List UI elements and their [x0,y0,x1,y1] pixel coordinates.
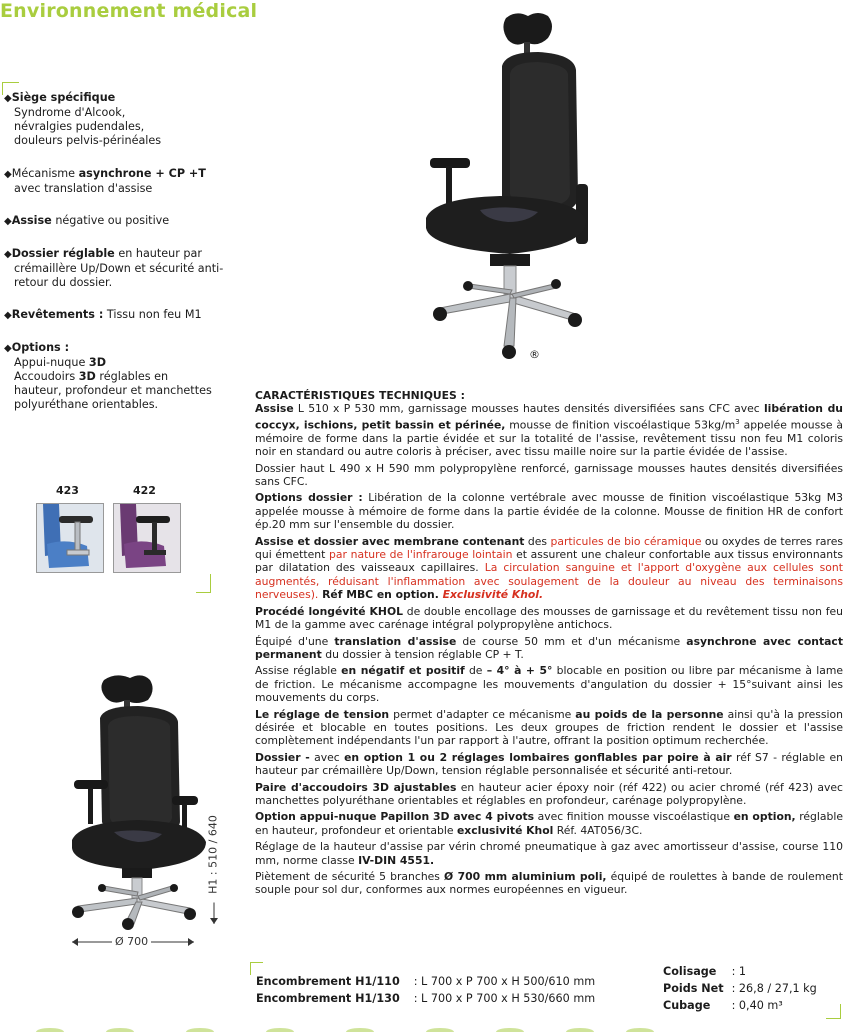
spec-text: Réglage de la hauteur d'assise par vérin chromé pneumatique à gaz avec amortisseur d'assise, course 110 mm, norme classe [255,840,843,867]
spec-tension [255,708,843,748]
spec-text: L 510 x P 530 mm, garnissage mousses hautes densités diversifiées sans CFC avec [293,402,764,416]
feature-rest: Tissu non feu M1 [103,308,202,321]
table-row [256,992,595,1005]
table-row [663,965,817,982]
spec-text: blocable en position ou libre par mécanisme à lame de friction. Le mécanisme accompagne les mouvements d'angulation du dossier + 15°suivant ainsi les mouvements du corps. [255,664,844,705]
feature-bold: 3D [88,356,106,369]
chrome-armrest-icon [37,504,103,572]
spec-dossier: Dossier haut L 490 x H 590 mm polypropylène renforcé, garnissage mousses hautes densités diversifiées sans CFC. [255,461,843,489]
feature-heading: Siège spécifique [11,91,116,104]
accent-corner-bottom-right [826,1004,841,1019]
encombrement-table [256,975,595,1005]
table-row [663,982,817,999]
spec-bold: Assise [255,402,294,416]
spec-bold: Procédé longévité KHOL [255,604,404,618]
spec-text: du dossier à tension réglable CP + T. [321,647,524,661]
spec-appui-nuque [255,810,843,837]
feature-text: réglables en [95,370,169,383]
shipping-value: : 26,8 / 27,1 kg [731,982,817,995]
spec-membrane [255,535,843,602]
feature-rest: négative ou positive [51,214,170,227]
diamond-bullet-icon: ◆ [4,343,12,354]
spec-bold: Option appui-nuque Papillon 3D avec 4 pivots [255,810,535,824]
diamond-bullet-icon: ◆ [4,93,12,104]
chair-photo-bottom [64,672,214,930]
spec-bold: Ø 700 mm aluminium poli, [444,870,607,883]
diamond-bullet-icon: ◆ [4,249,12,260]
spec-bold: en option 1 ou 2 réglages lombaires gonflables par poire à air [344,750,732,764]
technical-specs [255,389,843,900]
spec-bold: Dossier - [255,750,310,764]
spec-bold: exclusivité Khol [456,823,554,837]
feature-line: retour du dossier. [14,276,113,289]
spec-bold: Options dossier : [255,491,363,505]
spec-red: par nature de l'infrarouge lointain [329,548,513,562]
shipping-label-text: Cubage [663,999,711,1012]
spec-bold: Réf MBC en option. [318,588,443,602]
registered-mark: ® [529,348,540,361]
feature-revetements [4,308,254,323]
black-armrest-icon [114,504,180,572]
feature-line: douleurs pelvis-périnéales [14,134,162,147]
encombrement-value: : L 700 x P 700 x H 500/610 mm [413,975,596,988]
feature-line [14,370,254,384]
table-row [663,999,817,1012]
spec-bold: translation d'assise [334,634,457,648]
feature-line: polyuréthane orientables. [14,398,159,411]
spec-bold: IV-DIN 4551. [358,853,435,867]
spec-verin [255,840,843,867]
feature-bold: 3D [78,370,96,383]
encombrement-label [256,992,414,1005]
diamond-bullet-icon: ◆ [4,169,12,180]
feature-line: Syndrome d'Alcook, [14,106,126,119]
spec-text: équipé de roulettes à bande de roulement souple pour sol dur, conformes aux normes européennes en vigueur. [255,870,843,897]
encombrement-value: : L 700 x P 700 x H 530/660 mm [413,992,596,1005]
spec-bold: Assise et dossier avec membrane contenant [255,534,525,548]
feature-line: hauteur, profondeur et manchettes [14,384,212,397]
spec-sup: 3 [735,417,740,426]
armrest-thumbnail-423 [36,503,104,573]
feature-mecanisme [4,167,254,196]
specs-heading: CARACTÉRISTIQUES TECHNIQUES : [255,389,465,402]
spec-text: de course 50 mm et d'un mécanisme [456,634,687,648]
spec-bold: en négatif et positif [341,664,465,678]
spec-text: Réf. 4AT056/3C. [553,823,643,837]
spec-text: avec [309,750,345,764]
diamond-bullet-icon: ◆ [4,310,12,321]
shipping-label [663,965,732,982]
accent-corner-thumbs [196,574,211,593]
spec-bold: Le réglage de tension [255,707,390,721]
spec-translation [255,635,843,662]
feature-heading: Mécanisme [11,167,79,180]
feature-assise [4,214,254,229]
feature-heading: Options : [11,341,70,354]
shipping-value: : 1 [731,965,747,978]
height-dimension-label: H1 : 510 / 640 [207,807,220,903]
spec-longevite [255,605,843,632]
spec-text: en hauteur acier époxy noir (réf 422) ou acier chromé (réf 423) avec manchettes polyuréthane orientables et réglables en profondeur, carénage polypropylène. [255,780,843,807]
diamond-bullet-icon: ◆ [4,216,12,227]
feature-options [4,341,254,412]
spec-assise-reglable [255,664,843,704]
spec-bold: Paire d'accoudoirs 3D ajustables [255,780,457,794]
feature-dossier [4,247,254,290]
feature-heading: Revêtements : [11,308,104,321]
spec-text: avec finition mousse viscoélastique [534,810,734,824]
feature-heading: Assise [11,214,52,227]
encombrement-label-text: Encombrement H1/130 [256,992,400,1005]
shipping-label [663,999,732,1012]
spec-red-italic: Exclusivité Khol. [442,588,544,602]
shipping-value: : 0,40 m³ [731,999,783,1012]
spec-bold: asynchrone avec contact permanent [255,634,843,661]
shipping-label [663,982,732,999]
spec-bold: en option, [733,810,796,824]
accent-corner-bottom [250,962,263,975]
shipping-label-text: Poids Net [663,982,724,995]
spec-text: ainsi qu'à la pression désirée et blocable en toutes positions. Les deux groupes de friction rendent le dossier et l'assise complètement indépendants l'un par rapport à l'autre, offrant la position optimum recherchée. [255,707,843,748]
encombrement-label [256,975,414,992]
feature-line: avec translation d'assise [14,182,153,195]
thumb-label-423: 423 [56,484,79,497]
spec-text: appelée mousse à mémoire de forme dans la partie évidée et sur la totalité de l'assise, revêtement tissu non feu M1 coloris noir en standard ou autre coloris à préciser, avec tissu maille noire sur la partie évidée de l'assise. [255,418,843,459]
spec-text: et assurent une chaleur confortable aux tissus environnants par dilatation des vaisseaux capillaires. [255,548,843,575]
spec-assise [255,402,843,458]
spec-text: mousse de finition viscoélastique 53kg/m [505,418,736,432]
feature-rest: en hauteur par [114,247,202,260]
feature-line: névralgies pudendales, [14,120,145,133]
feature-line: crémaillère Up/Down et sécurité anti- [14,262,224,275]
spec-text: réf S7 - réglable en hauteur par crémaillère Up/Down, tension réglable personnalisée et sécurité anti-retour. [255,750,844,778]
encombrement-label-text: Encombrement H1/110 [256,975,400,988]
spec-bold: libération du coccyx, ischions, petit bassin et périnée, [255,402,843,432]
table-row [256,975,595,992]
spec-text: Libération de la colonne vertébrale avec mousse de finition viscoélastique 53kg M3 appelée mousse à mémoire de forme dans la partie évidée de la colonne. Mousse de finition HR de confort ép.20 mm sur l'ensemble du dossier. [255,491,843,532]
width-dimension-label: Ø 700 [112,935,151,948]
spec-pietement [255,870,843,897]
spec-text: réglable en hauteur, profondeur et orientable [255,810,843,837]
spec-dossier-lombaire [255,751,843,778]
feature-text: Accoudoirs [14,370,79,383]
spec-red: La circulation sanguine et l'apport d'oxygène aux cellules sont augmentés, réduisant l'inflammation avec soulagement de la douleur au niveau des terminaisons nerveuses). [255,561,843,602]
spec-bold: – 4° à + 5° [486,664,553,678]
feature-siege [4,91,254,148]
spec-text: des [524,534,551,548]
spec-options-dossier [255,491,843,531]
spec-text: Équipé d'une [255,634,335,648]
shipping-label-text: Colisage [663,965,717,978]
feature-bold: asynchrone + CP +T [78,167,206,180]
decorative-dots [0,1024,866,1032]
spec-text: ou oxydes de terres rares qui émettent [255,534,843,562]
spec-text: Piètement de sécurité 5 branches [255,870,445,883]
spec-text: de [464,664,487,678]
feature-heading: Dossier réglable [11,247,115,260]
shipping-table [663,965,817,1012]
spec-text: de double encollage des mousses de garnissage et du revêtement tissu non feu M1 de la gamme avec carénage intégral polypropylène antichocs. [255,604,843,632]
feature-line [14,356,254,370]
spec-accoudoirs [255,781,843,808]
chair-photo-top [420,8,600,364]
spec-text: permet d'adapter ce mécanisme [389,707,576,721]
armrest-thumbnail-422 [113,503,181,573]
spec-red: particules de bio céramique [550,534,702,548]
feature-text: Appui-nuque [14,356,89,369]
thumb-label-422: 422 [133,484,156,497]
spec-bold: au poids de la personne [575,707,724,721]
spec-text: Assise réglable [255,664,342,678]
page-title: Environnement médical [0,0,258,22]
